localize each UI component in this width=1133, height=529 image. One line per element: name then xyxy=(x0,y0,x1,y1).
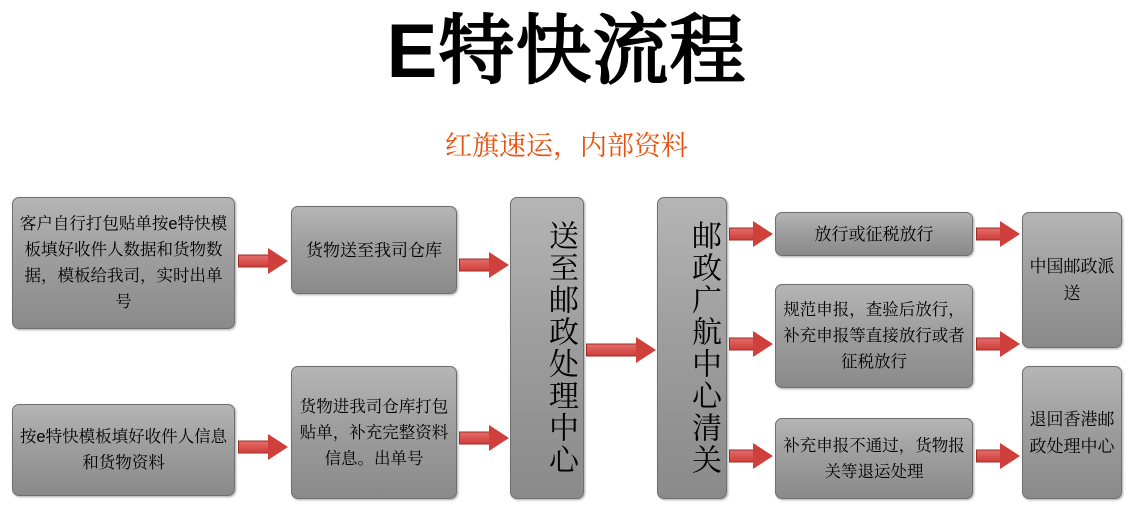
arrow-shaft xyxy=(238,441,270,454)
flow-node-label: 货物送至我司仓库 xyxy=(306,240,442,260)
arrow-head xyxy=(753,443,773,469)
flow-node-label: 退回香港邮政处理中心 xyxy=(1029,409,1115,456)
flow-arrow-n1-n2 xyxy=(238,248,288,274)
arrow-shaft xyxy=(729,338,755,351)
arrow-shaft xyxy=(729,228,755,241)
flow-node-return-hk-post xyxy=(1022,366,1122,499)
flow-node-label: 放行或征税放行 xyxy=(814,224,934,244)
flow-arrow-n4-n5 xyxy=(459,425,509,451)
arrow-head xyxy=(753,221,773,247)
flow-arrow-n3-n4 xyxy=(238,434,288,460)
flow-arrow-n5-n6 xyxy=(586,337,656,363)
flow-arrow-n2-n5 xyxy=(459,252,509,278)
arrow-head xyxy=(1000,331,1020,357)
flow-node-label: 规范申报，查验后放行，补充申报等直接放行或者征税放行 xyxy=(783,301,965,371)
arrow-shaft xyxy=(976,450,1002,463)
flow-node-label: 中国邮政派送 xyxy=(1029,257,1115,303)
flow-node-label: 客户自行打包贴单按e特快模板填好收件人数据和货物数据，模板给我司，实时出单号 xyxy=(19,215,228,311)
flow-node-post-processing-center xyxy=(510,197,584,499)
flow-node-goods-to-warehouse xyxy=(291,206,457,294)
arrow-shaft xyxy=(238,255,270,268)
flow-arrow-n6-n7 xyxy=(729,221,773,247)
flow-arrow-n6-n8 xyxy=(729,331,773,357)
flow-node-customer-packing xyxy=(12,197,235,329)
flow-node-release-or-taxed xyxy=(775,212,973,256)
flow-node-label: 按e特快模板填好收件人信息和货物资料 xyxy=(19,428,228,472)
arrow-head xyxy=(268,434,288,460)
flow-arrow-n6-n9 xyxy=(729,443,773,469)
flow-node-label: 送至邮政处理中心 xyxy=(544,220,577,476)
page-subtitle: 红旗速运，内部资料 xyxy=(445,131,688,161)
flow-node-label: 邮政广航中心清关 xyxy=(687,220,720,476)
flow-arrow-n8-n10 xyxy=(976,331,1020,357)
flow-node-china-post-delivery xyxy=(1022,212,1122,348)
arrow-head xyxy=(1000,221,1020,247)
arrow-shaft xyxy=(976,228,1002,241)
arrow-head xyxy=(1000,443,1020,469)
flow-node-guanghang-customs xyxy=(657,197,727,499)
flow-node-label: 补充申报不通过，货物报关等退运处理 xyxy=(783,436,965,481)
page-title: E特快流程 xyxy=(386,9,747,94)
arrow-head xyxy=(489,252,509,278)
flow-arrow-n7-n10 xyxy=(976,221,1020,247)
arrow-shaft xyxy=(459,259,491,272)
arrow-head xyxy=(268,248,288,274)
arrow-shaft xyxy=(976,338,1002,351)
flow-arrow-n9-n11 xyxy=(976,443,1020,469)
flow-node-warehouse-repack xyxy=(291,366,457,499)
flow-node-declaration-inspection xyxy=(775,284,973,388)
arrow-shaft xyxy=(729,450,755,463)
arrow-shaft xyxy=(459,432,491,445)
flow-node-supplement-failed xyxy=(775,418,973,499)
flow-node-label: 货物进我司仓库打包贴单，补充完整资料信息。出单号 xyxy=(299,397,449,468)
arrow-shaft xyxy=(586,344,638,357)
arrow-head xyxy=(753,331,773,357)
arrow-head xyxy=(489,425,509,451)
arrow-head xyxy=(636,337,656,363)
flow-node-template-fill xyxy=(12,404,235,496)
